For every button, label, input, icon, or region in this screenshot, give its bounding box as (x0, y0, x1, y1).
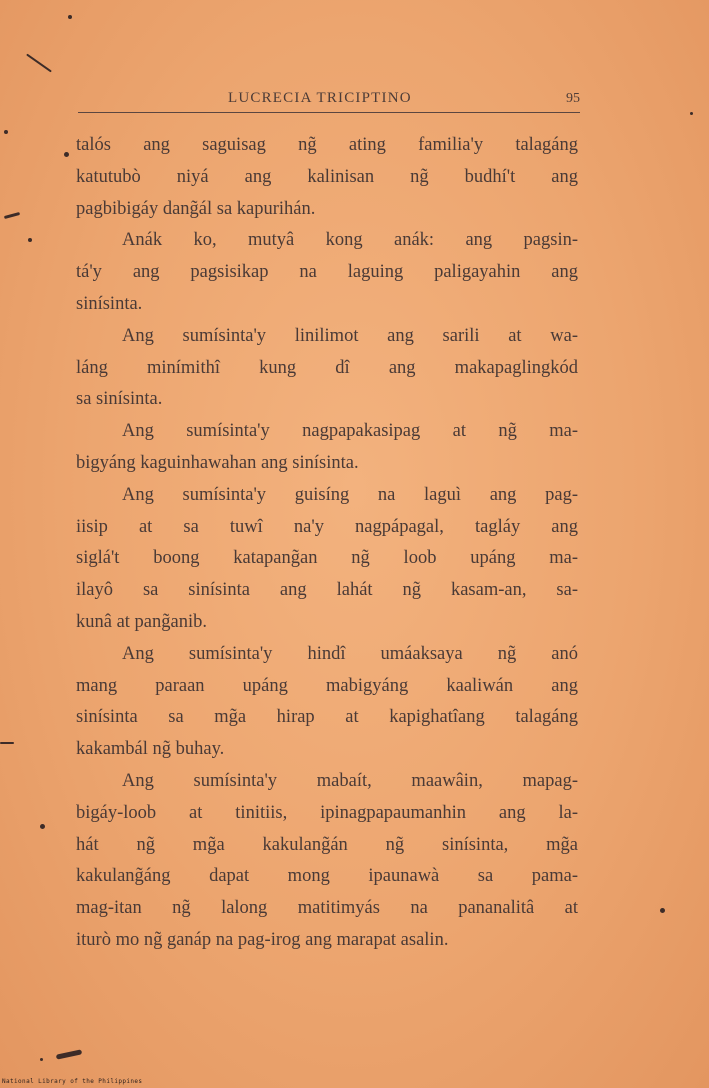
paragraph (76, 639, 578, 766)
text-line: mag-itan ng̃ lalong matitimyás na pananalitâ at (76, 898, 578, 919)
page-number: 95 (566, 91, 580, 106)
ink-speck (0, 742, 14, 744)
ink-speck (68, 15, 72, 19)
text-line: sinísinta. (76, 293, 143, 314)
text-line: katutubò niyá ang kalinisan ng̃ budhí't ang (76, 166, 578, 187)
text-line: bigyáng kaguinhawahan ang sinísinta. (76, 452, 359, 473)
text-line: talós ang saguisag ng̃ ating familia'y talagáng (76, 135, 578, 155)
ink-speck (40, 1058, 43, 1061)
paragraph (76, 766, 578, 957)
text-line: Ang sumísinta'y linilimot ang sarili at wa- (122, 325, 578, 346)
text-line: Ang sumísinta'y hindî umáaksaya ng̃ anó (122, 643, 578, 664)
body-text (76, 130, 578, 957)
text-line: Ang sumísinta'y guisíng na laguì ang pag- (122, 484, 578, 505)
text-line: siglá't boong katapang̃an ng̃ loob upáng ma- (76, 548, 578, 569)
ink-speck (64, 152, 69, 157)
text-line: iisip at sa tuwî na'y nagpápagal, tagláy ang (76, 516, 578, 537)
library-credit: National Library of the Philippines (2, 1078, 143, 1085)
text-line: bigáy-loob at tinitiis, ipinagpapaumanhin ang la- (76, 802, 578, 823)
text-line: Ang sumísinta'y mabaít, maawâin, mapag- (122, 770, 578, 791)
running-title: LUCRECIA TRICIPTINO (228, 90, 412, 106)
paragraph (76, 416, 578, 480)
ink-speck (28, 238, 32, 242)
paragraph (76, 480, 578, 639)
text-line: iturò mo ng̃ ganáp na pag-irog ang marapat asalin. (76, 929, 449, 950)
text-line: sa sinísinta. (76, 389, 163, 410)
text-line: ilayô sa sinísinta ang lahát ng̃ kasam-an, sa- (76, 580, 578, 601)
text-line: mang paraan upáng mabigyáng kaaliwán ang (76, 675, 578, 696)
paragraph (76, 130, 578, 225)
text-line: hát ng̃ mg̃a kakulang̃án ng̃ sinísinta, mg̃a (76, 834, 578, 855)
text-line: kakambál ng̃ buhay. (76, 739, 225, 760)
text-line: Ang sumísinta'y nagpapakasipag at ng̃ ma- (122, 421, 578, 442)
ink-speck (40, 824, 45, 829)
text-line: Anák ko, mutyâ kong anák: ang pagsin- (122, 230, 578, 251)
ink-speck (4, 130, 8, 134)
ink-speck (4, 212, 20, 219)
text-line: sinísinta sa mg̃a hirap at kapighatîang talagáng (76, 707, 578, 728)
text-line: kakulang̃áng dapat mong ipaunawà sa pama- (76, 866, 578, 887)
text-line: tá'y ang pagsisikap na laguing paligayahin ang (76, 262, 578, 283)
text-line: pagbibigáy dang̃ál sa kapurihán. (76, 198, 316, 219)
text-line: láng minímithî kung dî ang makapaglingkód (76, 357, 578, 378)
paragraph (76, 225, 578, 320)
page-header (78, 90, 580, 113)
ink-speck (26, 54, 52, 73)
paragraph (76, 321, 578, 416)
ink-speck (56, 1049, 82, 1059)
ink-speck (660, 908, 665, 913)
text-line: kunâ at pang̃anib. (76, 611, 207, 632)
ink-speck (690, 112, 693, 115)
